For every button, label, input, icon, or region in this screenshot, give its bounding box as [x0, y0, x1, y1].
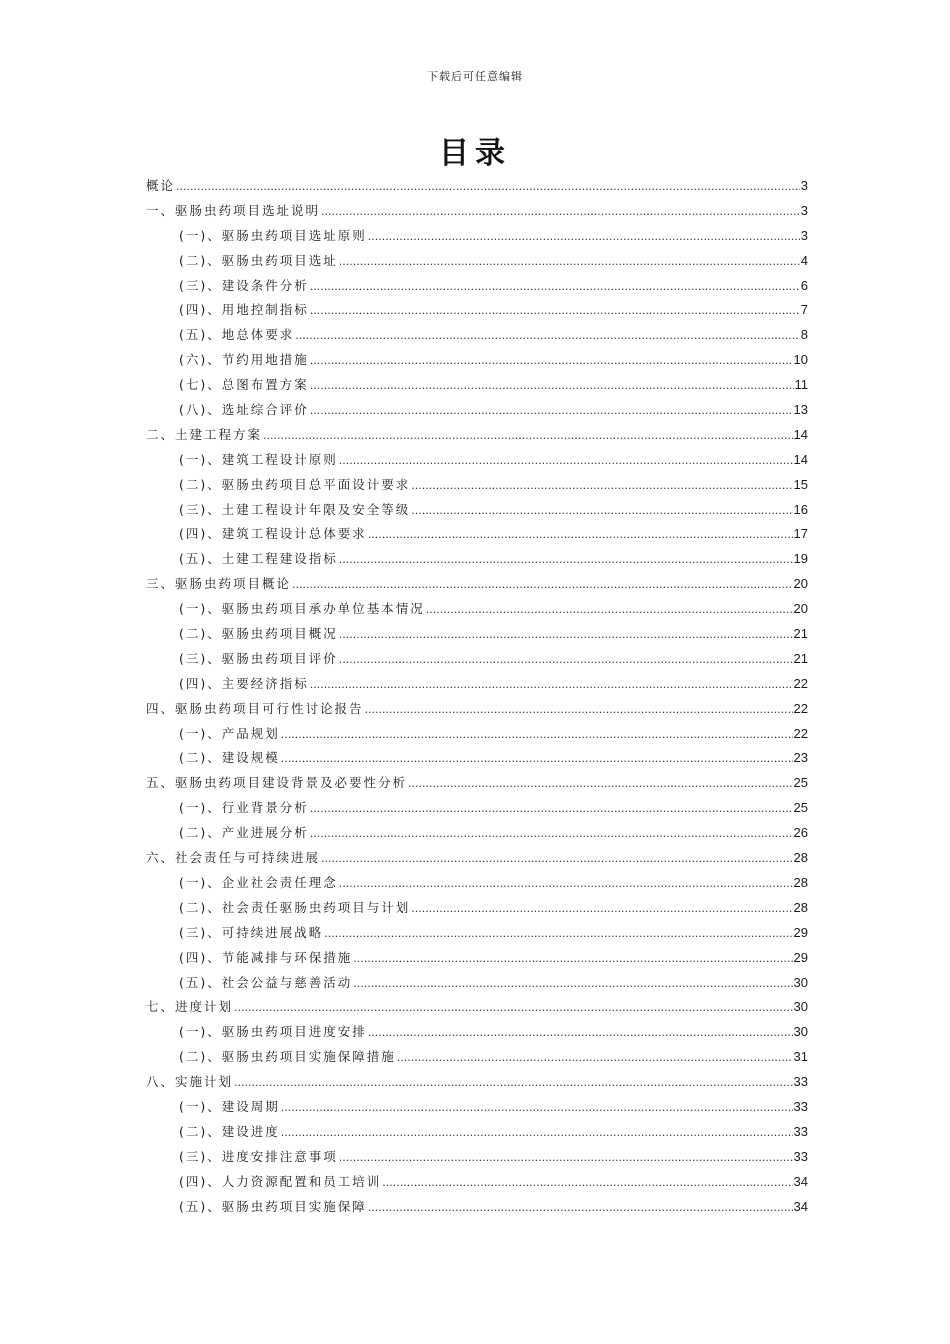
toc-dot-leader: [339, 449, 793, 474]
toc-dot-leader: [339, 250, 800, 275]
toc-entry-page-number: 33: [793, 1074, 808, 1090]
toc-entry-page-number: 20: [793, 576, 808, 592]
toc-entry-page-number: 21: [793, 626, 808, 642]
toc-dot-leader: [368, 1196, 793, 1221]
toc-entry-label: 四、驱肠虫药项目可行性讨论报告: [146, 700, 364, 716]
toc-dot-leader: [365, 698, 793, 723]
toc-entry-label: (五)、驱肠虫药项目实施保障: [179, 1198, 367, 1214]
toc-entry[interactable]: [146, 274, 808, 299]
toc-entry-label: 六、社会责任与可持续进展: [146, 850, 321, 866]
toc-dot-leader: [426, 598, 793, 623]
toc-entry-label: (四)、用地控制指标: [179, 302, 309, 318]
toc-entry-label: 三、驱肠虫药项目概论: [146, 576, 292, 592]
toc-entry[interactable]: [146, 547, 808, 572]
toc-dot-leader: [339, 1146, 793, 1171]
toc-entry[interactable]: [146, 896, 808, 921]
toc-entry-label: (一)、产品规划: [179, 725, 280, 741]
toc-dot-leader: [295, 324, 800, 349]
toc-dot-leader: [339, 623, 793, 648]
toc-entry-label: (一)、建设周期: [179, 1098, 280, 1114]
toc-entry-label: (八)、选址综合评价: [179, 402, 309, 418]
toc-entry[interactable]: [146, 323, 808, 348]
toc-entry-label: (一)、建筑工程设计原则: [179, 451, 338, 467]
toc-entry-label: (五)、土建工程建设指标: [179, 551, 338, 567]
toc-entry-label: (二)、建设规模: [179, 750, 280, 766]
toc-entry-label: (五)、社会公益与慈善活动: [179, 974, 353, 990]
toc-entry[interactable]: [146, 921, 808, 946]
toc-dot-leader: [382, 1171, 792, 1196]
toc-entry-label: (一)、驱肠虫药项目承办单位基本情况: [179, 601, 425, 617]
toc-dot-leader: [310, 797, 793, 822]
toc-entry[interactable]: [146, 672, 808, 697]
toc-dot-leader: [353, 972, 792, 997]
toc-dot-leader: [411, 897, 792, 922]
toc-entry[interactable]: [146, 473, 808, 498]
toc-dot-leader: [321, 200, 800, 225]
toc-entry[interactable]: [146, 1045, 808, 1070]
toc-entry[interactable]: [146, 597, 808, 622]
toc-dot-leader: [292, 573, 793, 598]
toc-dot-leader: [234, 1071, 793, 1096]
toc-entry[interactable]: [146, 746, 808, 771]
toc-entry-page-number: 26: [793, 825, 808, 841]
toc-entry-label: (六)、节约用地措施: [179, 352, 309, 368]
toc-entry-page-number: 14: [793, 451, 808, 467]
toc-entry-page-number: 29: [793, 949, 808, 965]
toc-dot-leader: [281, 1096, 793, 1121]
toc-entry-page-number: 34: [793, 1173, 808, 1189]
toc-entry[interactable]: [146, 1070, 808, 1095]
toc-dot-leader: [310, 349, 793, 374]
toc-entry-page-number: 13: [793, 402, 808, 418]
toc-entry[interactable]: [146, 821, 808, 846]
toc-entry-page-number: 34: [793, 1198, 808, 1214]
toc-dot-leader: [281, 747, 793, 772]
toc-entry-page-number: 28: [793, 899, 808, 915]
page-title: 目录: [439, 136, 511, 171]
toc-entry-page-number: 19: [793, 551, 808, 567]
toc-entry-label: (七)、总图布置方案: [179, 377, 309, 393]
toc-entry-label: (四)、人力资源配置和员工培训: [179, 1173, 382, 1189]
toc-entry[interactable]: [146, 1195, 808, 1220]
toc-entry[interactable]: [146, 796, 808, 821]
toc-entry-page-number: 20: [793, 601, 808, 617]
toc-entry[interactable]: [146, 995, 808, 1020]
toc-entry-label: (一)、驱肠虫药项目选址原则: [179, 227, 367, 243]
toc-entry-label: 二、土建工程方案: [146, 426, 263, 442]
toc-dot-leader: [339, 872, 793, 897]
toc-entry-page-number: 30: [793, 1024, 808, 1040]
toc-dot-leader: [408, 772, 793, 797]
toc-entry-page-number: 11: [794, 377, 808, 393]
toc-entry-page-number: 4: [800, 252, 808, 268]
toc-entry-page-number: 33: [793, 1148, 808, 1164]
toc-entry-label: 五、驱肠虫药项目建设背景及必要性分析: [146, 775, 408, 791]
toc-dot-leader: [310, 374, 794, 399]
toc-entry-page-number: 22: [793, 725, 808, 741]
toc-entry[interactable]: [146, 722, 808, 747]
toc-dot-leader: [353, 947, 792, 972]
toc-entry-page-number: 8: [800, 327, 808, 343]
toc-entry[interactable]: [146, 1170, 808, 1195]
toc-dot-leader: [368, 225, 800, 250]
toc-entry-page-number: 21: [793, 650, 808, 666]
toc-entry[interactable]: [146, 622, 808, 647]
toc-entry-page-number: 7: [800, 302, 808, 318]
toc-entry-label: (三)、驱肠虫药项目评价: [179, 650, 338, 666]
toc-entry-page-number: 15: [793, 476, 808, 492]
toc-entry-label: 七、进度计划: [146, 999, 234, 1015]
toc-entry-label: 八、实施计划: [146, 1074, 234, 1090]
toc-entry-label: (五)、地总体要求: [179, 327, 295, 343]
toc-entry[interactable]: [146, 398, 808, 423]
toc-entry[interactable]: [146, 448, 808, 473]
toc-entry-label: (一)、行业背景分析: [179, 800, 309, 816]
header-note: 下载后可任意编辑: [427, 70, 523, 83]
toc-entry-label: 一、驱肠虫药项目选址说明: [146, 202, 321, 218]
toc-entry[interactable]: [146, 249, 808, 274]
toc-entry-page-number: 25: [793, 775, 808, 791]
toc-entry-page-number: 14: [793, 426, 808, 442]
toc-entry[interactable]: [146, 1145, 808, 1170]
toc-entry-page-number: 16: [793, 501, 808, 517]
toc-entry-label: (二)、建设进度: [179, 1123, 280, 1139]
toc-dot-leader: [234, 996, 793, 1021]
toc-entry-page-number: 23: [793, 750, 808, 766]
toc-dot-leader: [310, 299, 800, 324]
toc-entry[interactable]: [146, 871, 808, 896]
toc-entry[interactable]: [146, 647, 808, 672]
toc-entry-label: (四)、建筑工程设计总体要求: [179, 526, 367, 542]
toc-entry-page-number: 10: [793, 352, 808, 368]
toc-entry[interactable]: [146, 298, 808, 323]
toc-entry[interactable]: [146, 348, 808, 373]
toc-entry-page-number: 30: [793, 974, 808, 990]
toc-entry-page-number: 30: [793, 999, 808, 1015]
toc-entry[interactable]: [146, 1095, 808, 1120]
toc-dot-leader: [411, 474, 792, 499]
toc-entry-page-number: 28: [793, 850, 808, 866]
toc-dot-leader: [397, 1046, 793, 1071]
toc-entry[interactable]: [146, 1120, 808, 1145]
toc-dot-leader: [411, 499, 792, 524]
toc-dot-leader: [368, 523, 793, 548]
toc-entry-page-number: 3: [800, 227, 808, 243]
toc-entry-label: 概论: [146, 178, 176, 193]
toc-entry-page-number: 3: [800, 202, 808, 218]
toc-entry[interactable]: [146, 373, 808, 398]
toc-entry-label: (二)、驱肠虫药项目选址: [179, 252, 338, 268]
toc-entry-page-number: 6: [800, 277, 808, 293]
toc-entry-label: (二)、产业进展分析: [179, 825, 309, 841]
toc-entry-page-number: 33: [793, 1098, 808, 1114]
toc-entry-label: (二)、驱肠虫药项目总平面设计要求: [179, 476, 411, 492]
toc-entry[interactable]: [146, 971, 808, 996]
toc-entry[interactable]: [146, 946, 808, 971]
toc-entry-label: (二)、驱肠虫药项目实施保障措施: [179, 1049, 396, 1065]
toc-entry[interactable]: [146, 771, 808, 796]
toc-dot-leader: [281, 723, 793, 748]
table-of-contents: [146, 174, 808, 1219]
toc-entry-label: (三)、土建工程设计年限及安全等级: [179, 501, 411, 517]
toc-dot-leader: [339, 548, 793, 573]
toc-entry[interactable]: [146, 522, 808, 547]
toc-entry[interactable]: [146, 174, 808, 199]
toc-entry[interactable]: [146, 697, 808, 722]
toc-entry[interactable]: [146, 498, 808, 523]
toc-entry-page-number: 31: [793, 1049, 808, 1065]
toc-entry-page-number: 33: [793, 1123, 808, 1139]
toc-dot-leader: [310, 822, 793, 847]
toc-dot-leader: [176, 175, 800, 200]
toc-dot-leader: [339, 648, 793, 673]
toc-entry-label: (三)、可持续进展战略: [179, 924, 324, 940]
toc-entry[interactable]: [146, 423, 808, 448]
toc-entry-label: (三)、进度安排注意事项: [179, 1148, 338, 1164]
toc-entry-page-number: 22: [793, 675, 808, 691]
toc-entry-page-number: 25: [793, 800, 808, 816]
toc-dot-leader: [310, 673, 793, 698]
toc-entry[interactable]: [146, 846, 808, 871]
toc-entry-label: (四)、主要经济指标: [179, 675, 309, 691]
toc-dot-leader: [310, 399, 793, 424]
toc-entry-page-number: 17: [793, 526, 808, 542]
toc-entry-label: (一)、驱肠虫药项目进度安排: [179, 1024, 367, 1040]
toc-entry-label: (一)、企业社会责任理念: [179, 874, 338, 890]
toc-dot-leader: [324, 922, 792, 947]
toc-entry[interactable]: [146, 1020, 808, 1045]
toc-entry-page-number: 29: [793, 924, 808, 940]
toc-entry-page-number: 3: [800, 178, 808, 193]
toc-entry-page-number: 28: [793, 874, 808, 890]
toc-entry-label: (二)、社会责任驱肠虫药项目与计划: [179, 899, 411, 915]
toc-dot-leader: [263, 424, 793, 449]
toc-entry-page-number: 22: [793, 700, 808, 716]
toc-entry-label: (三)、建设条件分析: [179, 277, 309, 293]
toc-entry[interactable]: [146, 572, 808, 597]
toc-entry[interactable]: [146, 224, 808, 249]
toc-dot-leader: [368, 1021, 793, 1046]
toc-entry-label: (二)、驱肠虫药项目概况: [179, 626, 338, 642]
toc-dot-leader: [310, 275, 800, 300]
toc-dot-leader: [281, 1121, 793, 1146]
toc-entry[interactable]: [146, 199, 808, 224]
toc-entry-label: (四)、节能减排与环保措施: [179, 949, 353, 965]
toc-dot-leader: [321, 847, 793, 872]
